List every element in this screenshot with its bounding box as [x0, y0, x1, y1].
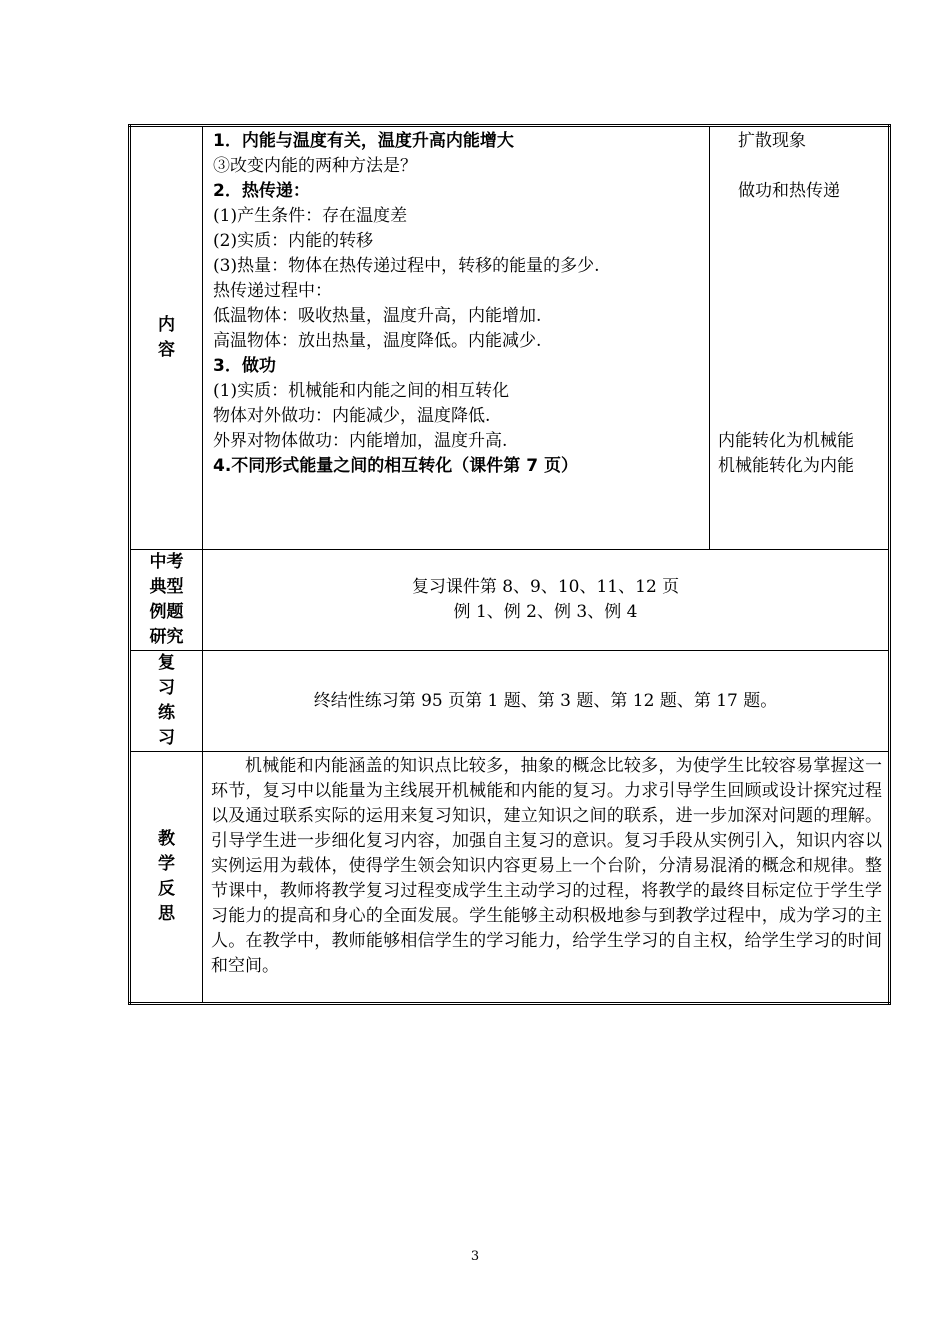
content-line: (1)实质：机械能和内能之间的相互转化: [213, 381, 510, 401]
lesson-plan-table: [128, 124, 891, 1005]
content-line: 2．热传递：: [213, 181, 310, 201]
content-line: 热传递过程中：: [213, 281, 332, 301]
examples-line-1: 复习课件第 8、9、10、11、12 页: [411, 577, 680, 597]
label-line: 中考: [149, 552, 184, 572]
reflection-paragraph: 机械能和内能涵盖的知识点比较多，抽象的概念比较多，为使学生比较容易掌握这一环节，复习中以能量为主线展开机械能和内能的复习。力求引导学生回顾或设计探究过程以及通过联系实际的运用来复习知识，建立知识之间的联系，进一步加深对问题的理解。引导学生进一步细化复习内容，加强自主复习的意识。复习手段从实例引入，知识内容以实例运用为载体，使得学生领会知识内容更易上一个台阶，分清易混淆的概念和规律。整节课中，教师将教学复习过程变成学生主动学习的过程，将教学的最终目标定位于学生学习能力的提高和身心的全面发展。学生能够主动积极地参与到教学过程中，成为学习的主人。在教学中，教师能够相信学生的学习能力，给学生学习的自主权，给学生学习的时间和空间。: [203, 752, 890, 1004]
practice-row: [130, 651, 890, 752]
examples-line-2: 例 1、例 2、例 3、例 4: [453, 602, 638, 622]
label-char: 内: [158, 315, 175, 335]
practice-text: 终结性练习第 95 页第 1 题、第 3 题、第 12 题、第 17 题。: [313, 690, 778, 711]
note-methods: 做功和热传递: [738, 181, 840, 201]
content-row: [130, 126, 890, 550]
content-line: ③改变内能的两种方法是？: [213, 156, 417, 176]
content-line: (3)热量：物体在热传递过程中，转移的能量的多少.: [213, 256, 600, 276]
page-number: 3: [470, 1249, 480, 1264]
note-diffusion: 扩散现象: [738, 131, 806, 151]
label-char: 习: [158, 678, 175, 698]
content-line: 1．内能与温度有关，温度升高内能增大: [213, 131, 514, 151]
reflection-row-label: [130, 752, 203, 1004]
content-line: (2)实质：内能的转移: [213, 231, 374, 251]
content-main-cell: [203, 126, 710, 550]
note-conversion-1: 内能转化为机械能: [718, 431, 854, 451]
content-line: 高温物体：放出热量，温度降低。内能减少.: [213, 331, 542, 351]
content-notes-cell: [710, 126, 890, 550]
examples-row: [130, 550, 890, 651]
label-char: 思: [158, 904, 175, 924]
label-line: 典型: [149, 577, 184, 597]
content-line: 低温物体：吸收热量，温度升高，内能增加.: [213, 306, 542, 326]
content-line: 外界对物体做功：内能增加，温度升高.: [213, 431, 508, 451]
reflection-row: [130, 752, 890, 1004]
label-char: 容: [158, 340, 175, 360]
content-line: 3．做功: [213, 356, 276, 376]
practice-row-label: [130, 651, 203, 752]
label-char: 习: [158, 728, 175, 748]
examples-cell: [203, 550, 890, 651]
label-char: 反: [158, 879, 175, 899]
label-char: 学: [158, 854, 175, 874]
label-char: 教: [158, 829, 175, 849]
label-char: 复: [158, 653, 175, 673]
examples-row-label: [130, 550, 203, 651]
content-line: (1)产生条件：存在温度差: [213, 206, 408, 226]
label-line: 例题: [149, 602, 184, 622]
content-line: 4.不同形式能量之间的相互转化（课件第 7 页）: [213, 456, 578, 476]
note-conversion-2: 机械能转化为内能: [718, 456, 854, 476]
label-char: 练: [158, 703, 175, 723]
content-line: 物体对外做功：内能减少，温度降低.: [213, 406, 491, 426]
practice-cell: [203, 651, 890, 752]
label-line: 研究: [149, 627, 184, 647]
content-row-label: [130, 126, 203, 550]
